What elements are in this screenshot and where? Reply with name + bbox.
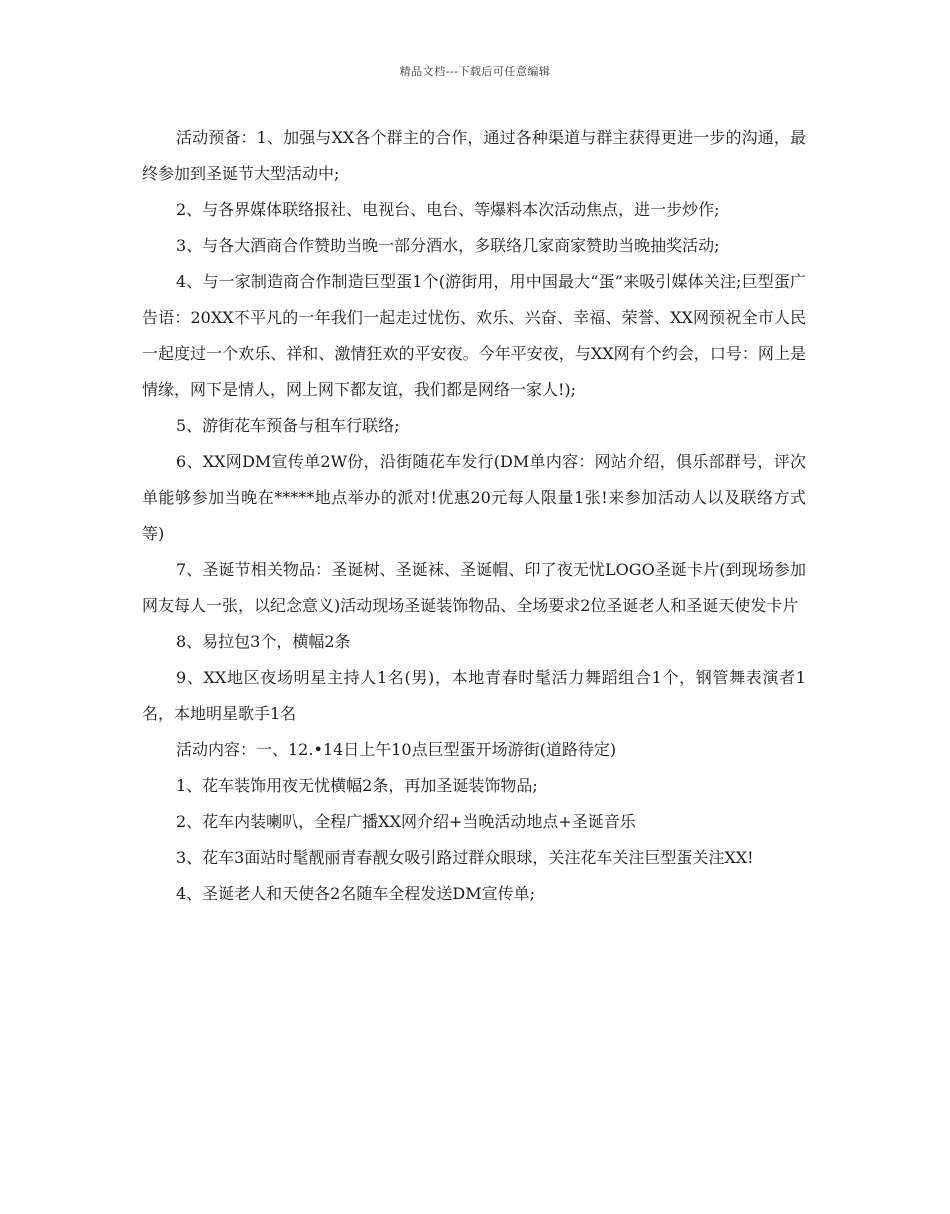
paragraph-parade-float: 5、游街花车预备与租车行联络; <box>176 416 400 435</box>
paragraph-float-models: 3、花车3面站时髦靓丽青春靓女吸引路过群众眼球，关注花车关注巨型蛋关注XX! <box>176 848 754 867</box>
paragraph-activity-content: 活动内容：一、12.•14日上午10点巨型蛋开场游街(道路待定) <box>176 740 617 759</box>
paragraph-dm-flyers: 6、XX网DM宣传单2W份，沿街随花车发行(DM单内容：网站介绍，俱乐部群号，评次单能够参加当晚在*****地点举办的派对!优惠20元每人限量1张!来参加活动人以及联络方式等) <box>142 452 806 543</box>
paragraph-giant-egg: 4、与一家制造商合作制造巨型蛋1个(游街用，用中国最大“蛋”来吸引媒体关注;巨型蛋广告语：20XX不平凡的一年我们一起走过忧伤、欢乐、兴奋、幸福、荣誉、XX网预祝全市人民一起度过一个欢乐、祥和、激情狂欢的平安夜。今年平安夜，与XX网有个约会，口号：网上是情缘，网下是情人，网上网下都友谊，我们都是网络一家人!); <box>142 272 806 399</box>
paragraph-float-broadcast: 2、花车内装喇叭，全程广播XX网介绍+当晚活动地点+圣诞音乐 <box>176 812 636 831</box>
document-body <box>142 120 806 912</box>
paragraph-preparation-intro: 活动预备：1、加强与XX各个群主的合作，通过各种渠道与群主获得更进一步的沟通，最终参加到圣诞节大型活动中; <box>142 128 806 183</box>
paragraph-wine-sponsor: 3、与各大酒商合作赞助当晚一部分酒水，多联络几家商家赞助当晚抽奖活动; <box>176 236 720 255</box>
paragraph-banners: 8、易拉包3个，横幅2条 <box>176 632 351 651</box>
paragraph-performers: 9、XX地区夜场明星主持人1名(男)，本地青春时髦活力舞蹈组合1个，钢管舞表演者1名，本地明星歌手1名 <box>142 668 806 723</box>
paragraph-media-contact: 2、与各界媒体联络报社、电视台、电台、等爆料本次活动焦点，进一步炒作; <box>176 200 720 219</box>
paragraph-santa-flyers: 4、圣诞老人和天使各2名随车全程发送DM宣传单; <box>176 884 535 903</box>
paragraph-float-decoration: 1、花车装饰用夜无忧横幅2条，再加圣诞装饰物品; <box>176 776 538 795</box>
paragraph-christmas-items: 7、圣诞节相关物品：圣诞树、圣诞袜、圣诞帽、印了夜无忧LOGO圣诞卡片(到现场参加网友每人一张，以纪念意义)活动现场圣诞装饰物品、全场要求2位圣诞老人和圣诞天使发卡片 <box>142 560 806 615</box>
page-header: 精品文档---下载后可任意编辑 <box>399 65 551 78</box>
